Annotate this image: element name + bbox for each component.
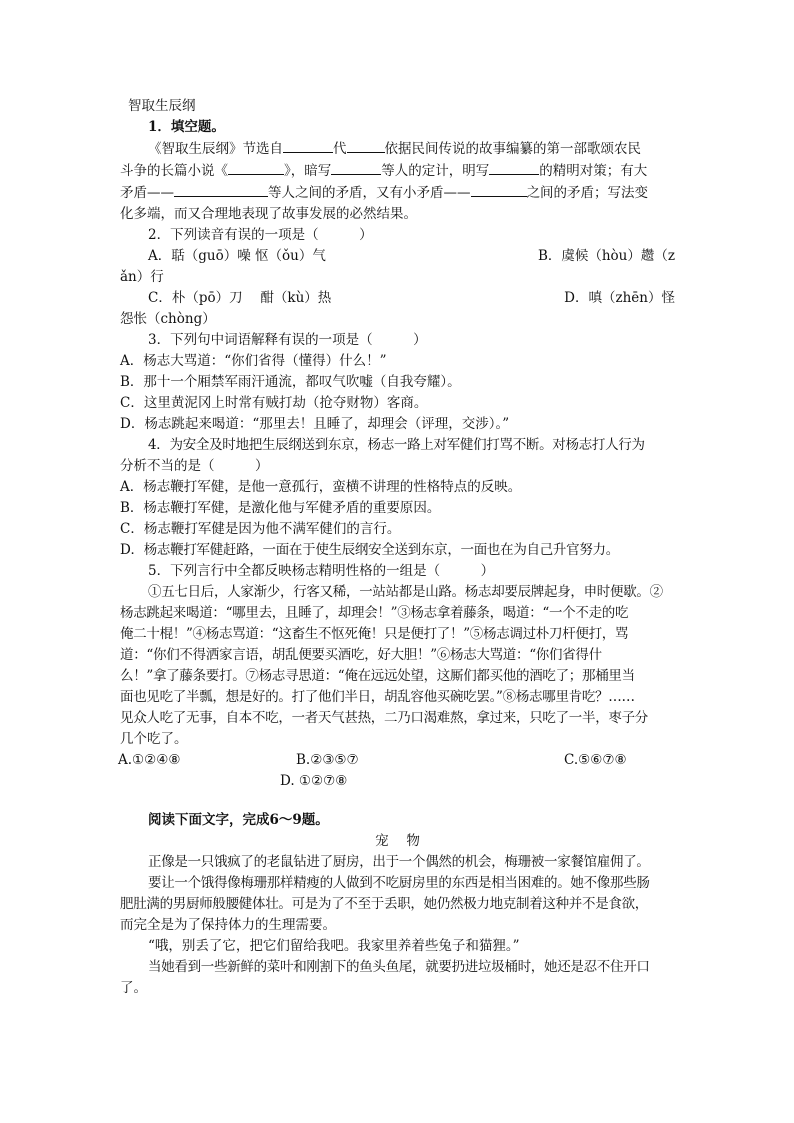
q1-text: 代 <box>333 141 347 157</box>
q5-option-d[interactable]: D. ①②⑦⑧ <box>280 773 348 789</box>
q1-heading: 1．填空题。 <box>148 119 225 135</box>
q3-option-a[interactable]: A．杨志大骂道：“你们省得（懂得）什么！” <box>120 353 387 369</box>
reading-paragraph-2: 而完全是为了保持体力的生理需要。 <box>120 917 336 933</box>
q1-text: 之间的矛盾；写法变 <box>526 185 648 201</box>
document-page <box>120 96 675 999</box>
answer-blank[interactable] <box>283 138 333 153</box>
q4-option-c[interactable]: C．杨志鞭打军健是因为他不满军健们的言行。 <box>120 521 401 537</box>
q2-options-cd <box>120 288 675 309</box>
q2-option-b-cont: ǎn）行 <box>120 269 164 285</box>
q4-option-a[interactable]: A．杨志鞭打军健，是他一意孤行，蛮横不讲理的性格特点的反映。 <box>120 479 522 495</box>
q5-options-abc <box>120 750 675 771</box>
answer-blank[interactable] <box>228 160 284 175</box>
answer-blank[interactable] <box>471 182 527 197</box>
reading-heading: 阅读下面文字，完成6～9题。 <box>148 812 329 828</box>
answer-blank[interactable] <box>347 138 385 153</box>
answer-blank[interactable] <box>331 160 381 175</box>
q5-passage-line: 俺二十棍！”④杨志骂道：“这畜生不怄死俺！只是便打了！”⑤杨志调过朴刀杆便打，骂 <box>120 626 629 642</box>
doc-title: 智取生辰纲 <box>128 98 196 114</box>
q4-stem-line2: 分析不当的是（ ） <box>120 458 269 474</box>
q5-passage-line: ①五七日后，人家渐少，行客又稀，一站站都是山路。杨志却要辰牌起身，申时便歇。② <box>148 584 663 600</box>
q5-passage-line: 道：“你们不得洒家言语，胡乱便要买酒吃，好大胆！”⑥杨志大骂道：“你们省得什 <box>120 647 602 663</box>
q3-stem: 3．下列句中词语解释有误的一项是（ ） <box>148 332 427 348</box>
q1-line3 <box>120 182 675 204</box>
q1-text: 斗争的长篇小说《 <box>120 163 228 179</box>
q1-line1 <box>120 138 675 160</box>
q1-text: 依据民间传说的故事编纂的第一部歌颂农民 <box>384 141 641 157</box>
q2-option-d-cont: 怨怅（chòng） <box>120 311 216 327</box>
reading-paragraph-2: 肥肚满的男厨师般腰健体壮。可是为了不至于丢职，她仍然极力地克制着这种并不是食欲， <box>120 896 648 912</box>
q1-text: 《智取生辰纲》节选自 <box>148 141 283 157</box>
q1-line4: 化多端，而又合理地表现了故事发展的必然结果。 <box>120 206 417 222</box>
q5-stem: 5．下列言行中全都反映杨志精明性格的一组是（ ） <box>148 563 495 579</box>
q5-passage-line: 杨志跳起来喝道：“哪里去，且睡了，却理会！”③杨志拿着藤条，喝道：“一个不走的吃 <box>120 605 629 621</box>
q2-stem: 2．下列读音有误的一项是（ ） <box>148 227 373 243</box>
q5-option-a[interactable]: A.①②④⑧ <box>118 752 181 768</box>
answer-blank[interactable] <box>489 160 539 175</box>
q2-option-b[interactable]: B．虞候（hòu）趱（z <box>537 248 675 264</box>
q1-line2 <box>120 160 675 182</box>
answer-blank[interactable] <box>174 182 268 197</box>
q1-text: 》，暗写 <box>284 163 332 179</box>
q4-option-d[interactable]: D．杨志鞭打军健赶路，一面在于使生辰纲安全送到东京，一面也在为自己升官努力。 <box>120 542 619 558</box>
reading-title: 宠 物 <box>375 833 420 849</box>
q2-option-a[interactable]: A．聒（guō）噪 怄（ǒu）气 <box>148 248 326 264</box>
q5-options-d <box>120 771 675 792</box>
q2-options-ab <box>120 246 675 267</box>
reading-paragraph-4: 当她看到一些新鲜的菜叶和刚割下的鱼头鱼尾，就要扔进垃圾桶时，她还是忍不住开口 <box>148 959 650 975</box>
q1-text: 等人之间的矛盾，又有小矛盾—— <box>268 185 471 201</box>
q1-text: 等人的定计，明写 <box>381 163 490 179</box>
reading-paragraph-4: 了。 <box>120 980 147 996</box>
reading-paragraph-3: “哦，别丢了它，把它们留给我吧。我家里养着些兔子和猫狸。” <box>148 938 520 954</box>
reading-paragraph-2: 要让一个饿得像梅珊那样精瘦的人做到不吃厨房里的东西是相当困难的。她不像那些肠 <box>148 875 650 891</box>
reading-paragraph-1: 正像是一只饿疯了的老鼠钻进了厨房，出于一个偶然的机会，梅珊被一家餐馆雇佣了。 <box>148 854 650 870</box>
q5-passage-line: 么！”拿了藤条要打。⑦杨志寻思道：“俺在远远处望，这厮们都买他的酒吃了；那桶里当 <box>120 668 635 684</box>
q5-passage-line: 面也见吃了半瓢，想是好的。打了他们半日，胡乱容他买碗吃罢。”⑧杨志哪里肯吃？…… <box>120 689 635 705</box>
q1-text: 矛盾—— <box>120 185 174 201</box>
q3-option-b[interactable]: B．那十一个厢禁军雨汗通流，都叹气吹嘘（自我夸耀）。 <box>120 374 461 390</box>
q3-option-c[interactable]: C．这里黄泥冈上时常有贼打劫（抢夺财物）客商。 <box>120 395 428 411</box>
q3-option-d[interactable]: D．杨志跳起来喝道：“那里去！且睡了，却理会（评理，交涉）。” <box>120 416 510 432</box>
q2-option-d[interactable]: D．嗔（zhēn）怪 <box>564 290 675 306</box>
q1-text: 的精明对策；有大 <box>539 163 648 179</box>
q5-option-b[interactable]: B.②③⑤⑦ <box>296 752 359 768</box>
q4-stem-line1: 4．为安全及时地把生辰纲送到东京，杨志一路上对军健们打骂不断。对杨志打人行为 <box>148 437 645 453</box>
q2-option-c[interactable]: C．朴（pō）刀 酣（kù）热 <box>148 290 332 306</box>
q5-option-c[interactable]: C.⑤⑥⑦⑧ <box>564 752 627 768</box>
q5-passage-line: 几个吃了。 <box>120 731 188 747</box>
q5-passage-line: 见众人吃了无事，自本不吃，一者天气甚热，二乃口渴难熬，拿过来，只吃了一半，枣子分 <box>120 710 648 726</box>
q4-option-b[interactable]: B．杨志鞭打军健，是激化他与军健矛盾的重要原因。 <box>120 500 441 516</box>
